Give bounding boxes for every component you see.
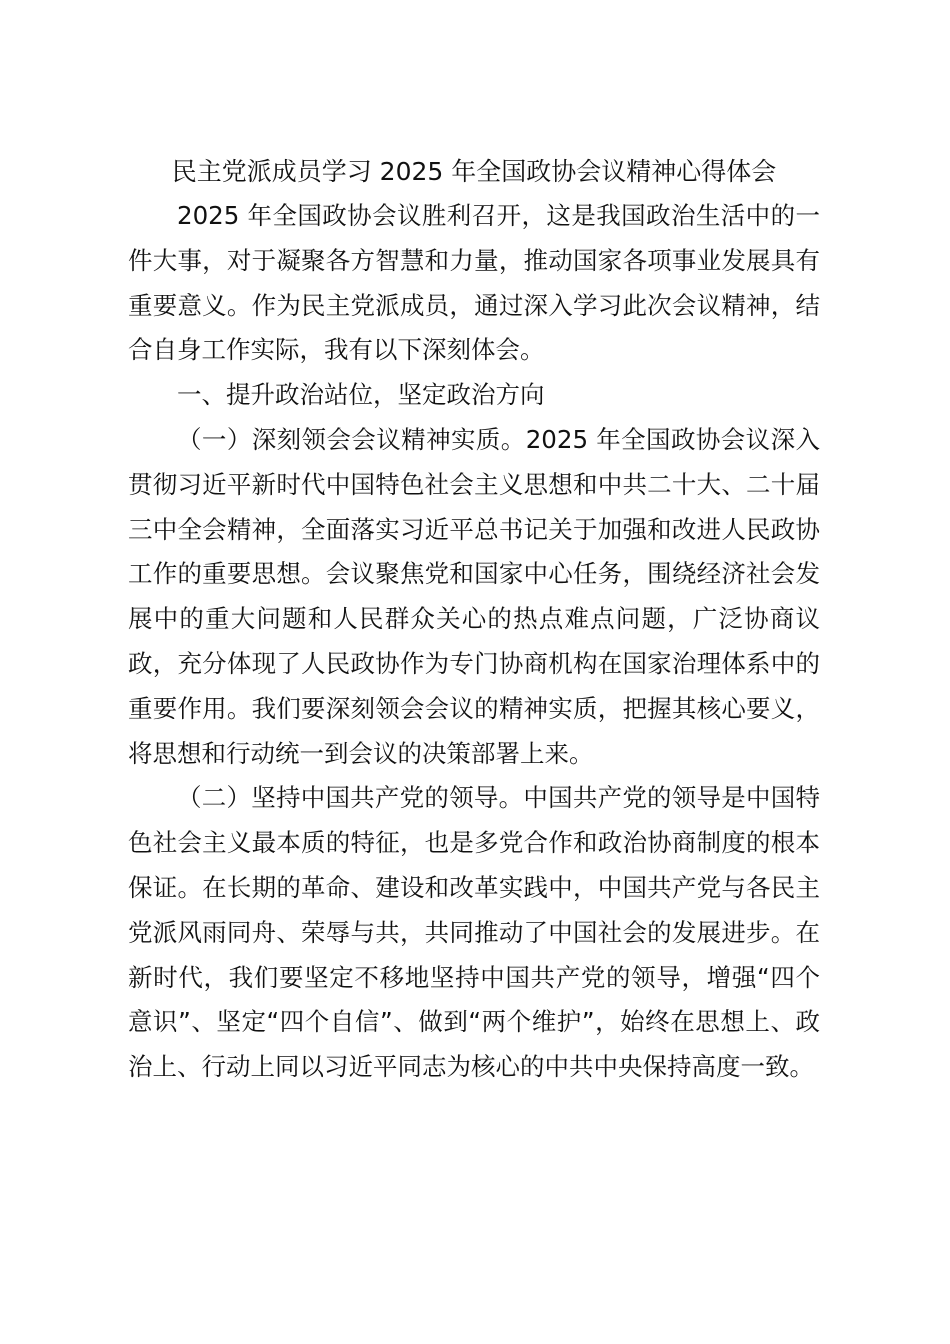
section-heading: 一、提升政治站位，坚定政治方向 xyxy=(177,380,545,410)
intro-paragraph: 2025 年全国政协会议胜利召开，这是我国政治生活中的一件大事，对于凝聚各方智慧和力量，推动国家各项事业发展具有重要意义。作为民主党派成员，通过深入学习此次会议精神，结合自身工作实际，我有以下深刻体会。 xyxy=(128,201,820,365)
section-paragraph-2: （二）坚持中国共产党的领导。中国共产党的领导是中国特色社会主义最本质的特征，也是多党合作和政治协商制度的根本保证。在长期的革命、建设和改革实践中，中国共产党与各民主党派风雨同舟、荣辱与共，共同推动了中国社会的发展进步。在新时代，我们要坚定不移地坚持中国共产党的领导，增强“四个意识”、坚定“四个自信”、做到“两个维护”，始终在思想上、政治上、行动上同以习近平同志为核心的中共中央保持高度一致。 xyxy=(128,783,820,1082)
document-title: 民主党派成员学习 2025 年全国政协会议精神心得体会 xyxy=(171,157,777,186)
section-paragraph-1: （一）深刻领会会议精神实质。2025 年全国政协会议深入贯彻习近平新时代中国特色社会主义思想和中共二十大、二十届三中全会精神，全面落实习近平总书记关于加强和改进人民政协工作的重要思想。会议聚焦党和国家中心任务，围绕经济社会发展中的重大问题和人民群众关心的热点难点问题，广泛协商议政，充分体现了人民政协作为专门协商机构在国家治理体系中的重要作用。我们要深刻领会会议的精神实质，把握其核心要义，将思想和行动统一到会议的决策部署上来。 xyxy=(128,424,820,768)
document-body xyxy=(128,150,820,1090)
